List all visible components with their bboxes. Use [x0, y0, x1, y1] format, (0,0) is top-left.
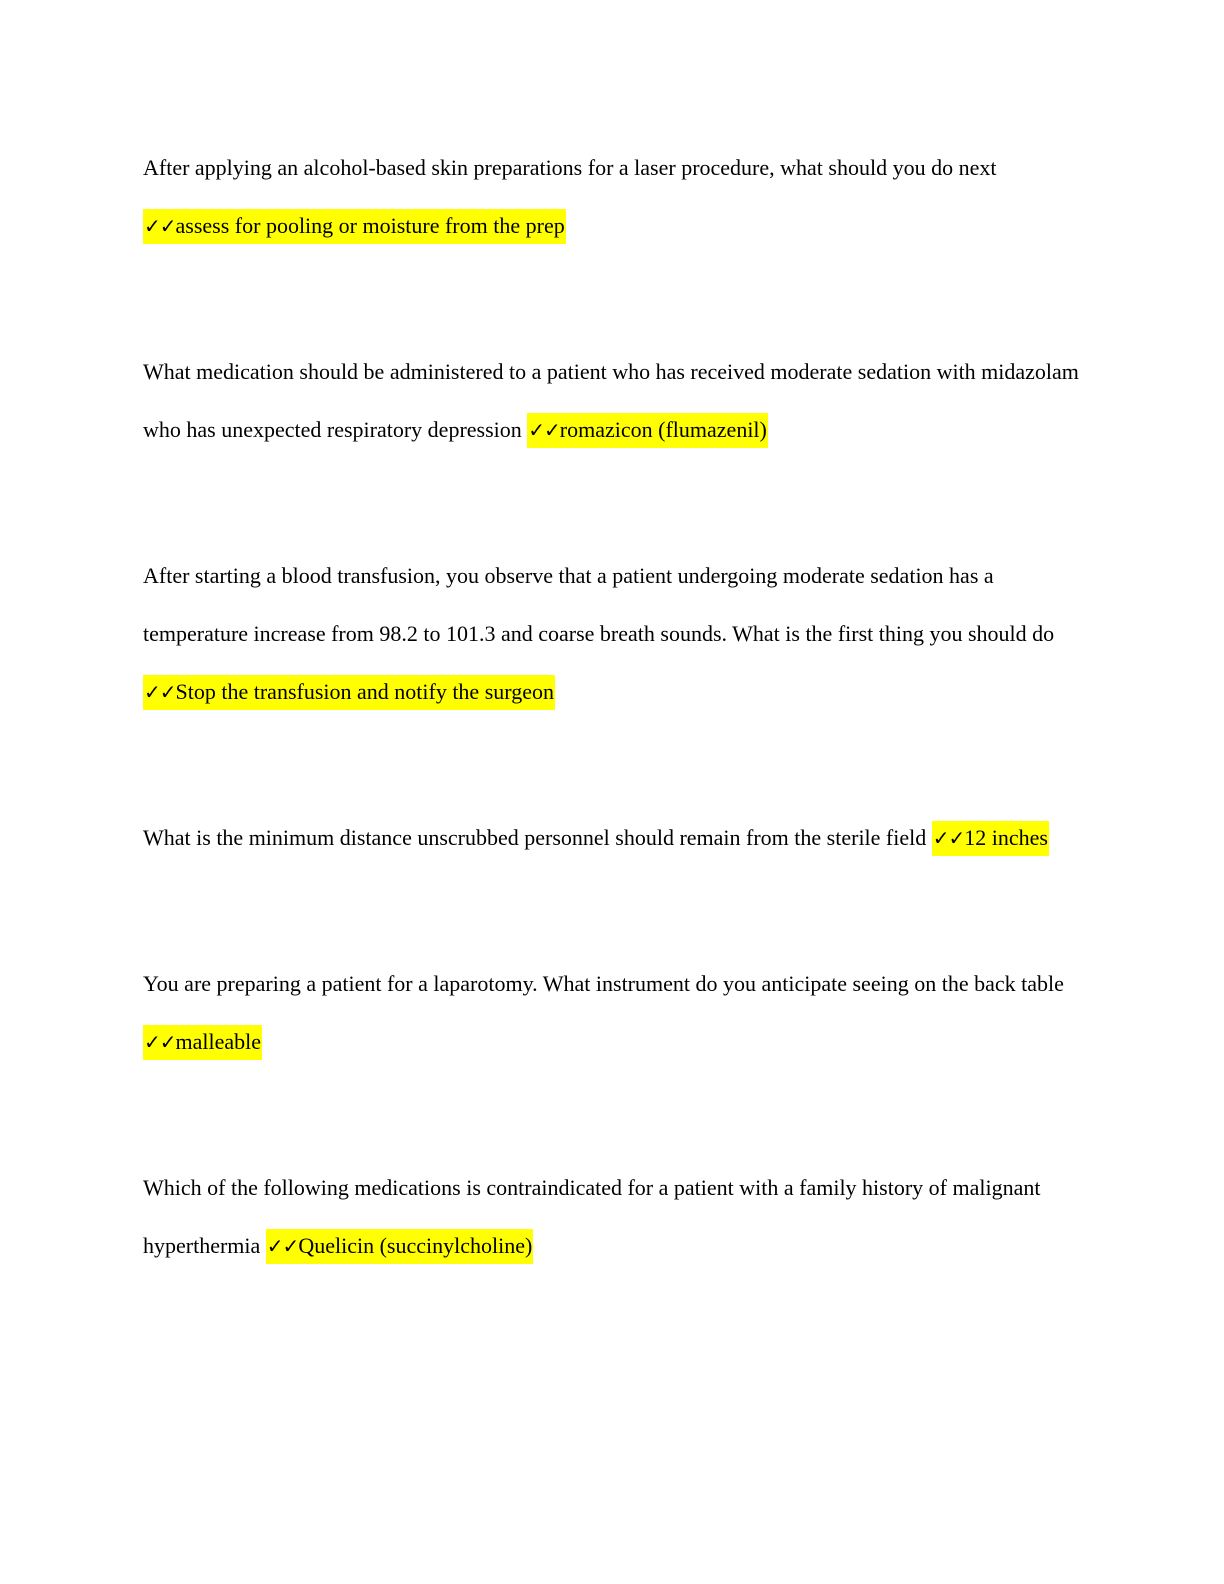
double-check-icon: ✓✓	[528, 418, 560, 442]
qa-item	[143, 547, 1083, 721]
qa-item	[143, 343, 1083, 459]
answer-highlight	[143, 1025, 262, 1060]
answer-highlight	[143, 209, 566, 244]
double-check-icon: ✓✓	[932, 826, 965, 850]
answer-highlight	[527, 413, 768, 448]
answer-text: 12 inches	[964, 825, 1048, 850]
answer-highlight	[266, 1229, 534, 1264]
question-text: After starting a blood transfusion, you observe that a patient undergoing moderate sedation has a temperature increase from 98.2 to 101.3 and coarse breath sounds. What is the first thing you should do	[143, 563, 1055, 646]
qa-item	[143, 955, 1083, 1071]
double-check-icon: ✓✓	[144, 214, 176, 238]
double-check-icon: ✓✓	[144, 1030, 176, 1054]
qa-item	[143, 139, 1083, 255]
answer-text: assess for pooling or moisture from the prep	[175, 213, 565, 238]
answer-text: Stop the transfusion and notify the surgeon	[175, 679, 554, 704]
answer-highlight	[143, 675, 555, 710]
question-text: After applying an alcohol-based skin preparations for a laser procedure, what should you do next	[143, 155, 997, 180]
qa-item	[143, 809, 1083, 867]
double-check-icon: ✓✓	[144, 680, 176, 704]
document-content	[143, 139, 1083, 1275]
answer-highlight	[932, 821, 1049, 856]
answer-text: malleable	[175, 1029, 262, 1054]
question-text: Which of the following medications is contraindicated for a patient with a family history of malignant hyperthermia	[143, 1175, 1041, 1258]
question-text: What medication should be administered to a patient who has received moderate sedation with midazolam who has unexpected respiratory depression	[143, 359, 1079, 442]
qa-item	[143, 1159, 1083, 1275]
question-text: You are preparing a patient for a laparotomy. What instrument do you anticipate seeing on the back table	[143, 971, 1064, 996]
double-check-icon: ✓✓	[266, 1234, 299, 1258]
answer-text: romazicon (flumazenil)	[559, 417, 767, 442]
answer-text: Quelicin (succinylcholine)	[298, 1233, 533, 1258]
question-text: What is the minimum distance unscrubbed personnel should remain from the sterile field	[143, 825, 927, 850]
